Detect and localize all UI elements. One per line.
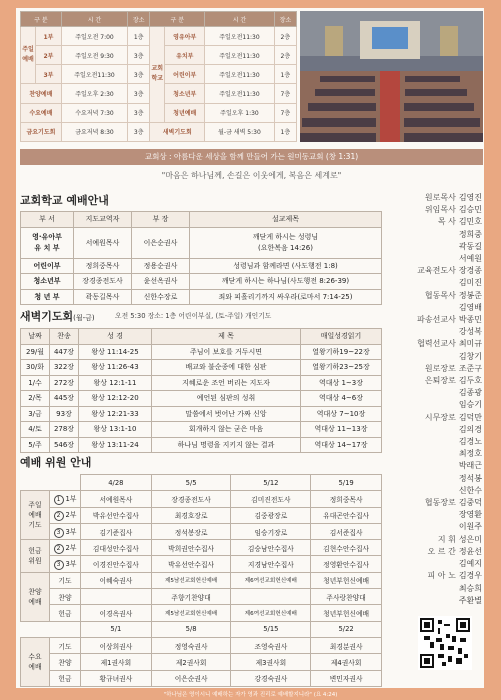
service-place: 1층 (128, 27, 150, 46)
duty-cell: 최경호장로 (151, 507, 231, 523)
service-name: 유치부 (165, 46, 205, 65)
duty-date: 5/12 (231, 475, 311, 491)
qr-code[interactable] (418, 616, 472, 670)
qr-code-icon (420, 618, 470, 668)
staff-names: 장경종 김미진 (458, 266, 482, 288)
edu-pastor: 정희중목사 (74, 258, 132, 274)
duty-cell: 주사랑찬양대 (311, 589, 382, 605)
duty-label: 헌금 (50, 605, 81, 621)
staff-row (388, 570, 482, 607)
dawn-subject: 예언된 심판의 성취 (152, 391, 301, 407)
edu-header-dept: 부 서 (21, 212, 74, 228)
staff-names: 김두호 김종광 임승기 (458, 376, 482, 410)
service-name: 찬양예배 (21, 84, 62, 103)
staff-role: 위임목사 (424, 205, 456, 215)
edu-head: 이은순권사 (132, 227, 190, 258)
edu-head: 윤선옥권사 (132, 274, 190, 290)
edu-header-sermon: 설교제목 (190, 212, 382, 228)
service-place: 3층 (128, 103, 150, 122)
service-place: 2층 (274, 46, 296, 65)
staff-role: 지 휘 (437, 534, 456, 544)
staff-role: 원로목사 (424, 193, 456, 202)
edu-dept: 영·유아부 유 치 부 (21, 227, 74, 258)
dawn-date: 30/화 (21, 360, 50, 376)
staff-names: 최미규 김창기 (458, 339, 482, 361)
dawn-date: 4/토 (21, 422, 50, 438)
dawn-reading: 역대상 7~10장 (301, 406, 382, 422)
duty-cell: 청년부헌신예배 (311, 572, 382, 588)
duty-cell: 황규녀권사 (81, 670, 152, 686)
service-name: 금요기도회 (21, 122, 62, 141)
service-time: 주일오전11:30 (205, 27, 275, 46)
dawn-scripture: 왕상 12:21-33 (79, 406, 152, 422)
service-time: 주일오후 1:30 (205, 103, 275, 122)
dawn-prayer-title (20, 308, 95, 324)
staff-names: 성은미 (458, 534, 482, 544)
table-row (21, 391, 382, 407)
staff-names: 김민호 정희중 곽동길 서예원 (458, 217, 482, 264)
dawn-header-daily-reading: 매일성경읽기 (301, 329, 382, 345)
dawn-scripture: 왕상 11:14-25 (79, 344, 152, 360)
duty-cell: 정영숙권사 (151, 637, 231, 653)
table-row (21, 360, 382, 376)
duty-cell: 지경남안수집사 (231, 556, 311, 572)
service-place: 3층 (128, 84, 150, 103)
edu-dept: 청 년 부 (21, 289, 74, 305)
dawn-subject: 회개하지 않는 굳은 마음 (152, 422, 301, 438)
edu-dept: 청소년부 (21, 274, 74, 290)
duty-cell: 제5남선교회헌신예배 (151, 572, 231, 588)
service-time: 주일오전 9:30 (61, 46, 127, 65)
dawn-date: 1/수 (21, 375, 50, 391)
dawn-scripture: 왕상 12:12-20 (79, 391, 152, 407)
worship-duty-table (20, 474, 382, 687)
duty-cell: 김중광장로 (231, 507, 311, 523)
service-place: 3층 (128, 122, 150, 141)
edu-sermon: 성령님과 함께라면 (사도행전 1:8) (190, 258, 382, 274)
sunday-prayer-group: 주일 예배 기도 (21, 491, 50, 540)
service-name: 1부 (36, 27, 62, 46)
duty-date: 5/5 (151, 475, 231, 491)
staff-row (388, 192, 482, 204)
service-time: 주일오전11:30 (205, 65, 275, 84)
staff-names: 조준구 (458, 363, 482, 373)
staff-row (388, 363, 482, 375)
service-time: 주일오후 2:30 (61, 84, 127, 103)
dawn-subject: 주님이 보호를 거두시면 (152, 344, 301, 360)
staff-row (388, 265, 482, 289)
dawn-header-scripture: 성 경 (79, 329, 152, 345)
dawn-hymn: 322장 (50, 360, 79, 376)
dawn-hymn: 447장 (50, 344, 79, 360)
duty-cell: 이경옥권사 (81, 605, 152, 621)
dawn-prayer-section (20, 328, 382, 453)
service-name: 어린이부 (165, 65, 205, 84)
bulletin-page (16, 8, 484, 688)
duty-cell: 제5남선교회헌신예배 (151, 605, 231, 621)
dawn-hymn: 93장 (50, 406, 79, 422)
duty-cell (231, 589, 311, 605)
praise-worship-group: 찬양 예배 (21, 572, 50, 621)
duty-cell: 제3권사회 (231, 654, 311, 670)
circled-number-icon: 2 (54, 511, 64, 521)
dawn-reading: 역대상 4~6장 (301, 391, 382, 407)
service-time: 주일오전11:30 (61, 65, 127, 84)
duty-cell: 박유선안수집사 (81, 507, 152, 523)
table-row (21, 344, 382, 360)
circled-number-icon: 1 (54, 495, 64, 505)
dawn-reading: 역대상 11~13장 (301, 422, 382, 438)
duty-label: 1 1부 (50, 491, 81, 507)
dawn-header-hymn: 찬송 (50, 329, 79, 345)
staff-names: 김덕만 김의경 김경노 최정호 박래근 정석봉 신한수 (458, 412, 482, 495)
duty-cell: 제6여선교회헌신예배 (231, 605, 311, 621)
staff-names: 박종민 강성복 (458, 315, 482, 337)
edu-header-head: 부 장 (132, 212, 190, 228)
edu-pastor: 장경종전도사 (74, 274, 132, 290)
staff-row (388, 314, 482, 338)
staff-role: 은퇴장로 (424, 376, 456, 386)
service-table (20, 11, 297, 142)
staff-role: 시무장로 (424, 412, 456, 422)
staff-names: 김경우 최승희 주환별 (458, 571, 482, 605)
service-time: 주일오전11:30 (205, 46, 275, 65)
staff-row (388, 290, 482, 314)
church-school-section (20, 211, 382, 305)
dawn-date: 2/목 (21, 391, 50, 407)
dawn-prayer-title-text: 새벽기도회 (20, 310, 74, 323)
duty-cell: 김승남안수집사 (231, 540, 311, 556)
service-name: 새벽기도회 (150, 122, 205, 141)
staff-names: 김영진 (458, 193, 482, 202)
service-name: 영유아부 (165, 27, 205, 46)
service-time: 수요저녁 7:30 (61, 103, 127, 122)
dawn-scripture: 왕상 13:11-24 (79, 437, 152, 453)
duty-cell: 정희중목사 (311, 491, 382, 507)
dawn-reading: 열왕기하19~22장 (301, 344, 382, 360)
dawn-header-subject: 제 목 (152, 329, 301, 345)
edu-head: 정용순권사 (132, 258, 190, 274)
header-place-left: 장소 (128, 12, 150, 27)
staff-names: 정봉준 김영배 (458, 290, 482, 312)
staff-role: 파송선교사 (417, 315, 456, 325)
service-place: 3층 (128, 65, 150, 84)
duty-cell: 김서준집사 (311, 523, 382, 539)
circled-number-icon: 2 (54, 544, 64, 554)
duty-label: 2 2부 (50, 507, 81, 523)
staff-role: 협동장로 (424, 498, 456, 508)
header-division-left: 구 분 (21, 12, 62, 27)
duty-cell: 제4권사회 (311, 654, 382, 670)
service-name: 청소년부 (165, 84, 205, 103)
staff-role: 교육전도사 (417, 266, 456, 276)
duty-cell: 김현수안수집사 (311, 540, 382, 556)
dawn-prayer-title-sub: (월-금) (73, 314, 95, 322)
duty-cell: 박유선안수집사 (151, 556, 231, 572)
edu-sermon: 깨닫게 하시는 하나님(사도행전 8:26-39) (190, 274, 382, 290)
duty-cell: 제1권사회 (81, 654, 152, 670)
edu-sermon: 깨닫게 하시는 성령님 (요한복음 14:26) (190, 227, 382, 258)
table-row (21, 437, 382, 453)
dawn-subject: 지혜로운 조언 버리는 지도자 (152, 375, 301, 391)
staff-names: 정윤선 김예지 (458, 546, 482, 569)
table-row (21, 406, 382, 422)
duty-label: 기도 (50, 572, 81, 588)
duty-cell: 이혜숙권사 (81, 572, 152, 588)
header-time-right: 시 간 (205, 12, 275, 27)
duty-date: 5/1 (81, 621, 152, 637)
dawn-scripture: 왕상 13:1-10 (79, 422, 152, 438)
church-vision-banner: 교회상 : 아름다운 세상을 함께 만들어 가는 원미동교회 (창 1:31) (20, 149, 483, 165)
duty-date: 4/28 (81, 475, 152, 491)
service-place: 7층 (274, 103, 296, 122)
dawn-subject: 배교와 불순종에 대한 심판 (152, 360, 301, 376)
edu-dept: 어린이부 (21, 258, 74, 274)
staff-row (388, 534, 482, 546)
staff-names: 김승민 (458, 205, 482, 215)
duty-cell: 이상희권사 (81, 637, 152, 653)
table-row (21, 375, 382, 391)
staff-row (388, 204, 482, 216)
duty-cell: 정석봉장로 (151, 523, 231, 539)
header-time-left: 시 간 (61, 12, 127, 27)
service-place: 3층 (128, 46, 150, 65)
circled-number-icon: 3 (54, 528, 64, 538)
dawn-date: 29/월 (21, 344, 50, 360)
church-school-table (20, 211, 382, 305)
dawn-hymn: 278장 (50, 422, 79, 438)
staff-role: 협동목사 (424, 290, 456, 300)
edu-head: 신한수장로 (132, 289, 190, 305)
duty-cell: 이은순권사 (151, 670, 231, 686)
duty-date: 5/19 (311, 475, 382, 491)
duty-cell: 강경숙권사 (231, 670, 311, 686)
wednesday-worship-group: 수요 예배 (21, 637, 50, 686)
duty-label: 3 3부 (50, 556, 81, 572)
service-schedule (20, 11, 297, 142)
duty-cell: 김기준집사 (81, 523, 152, 539)
duty-label: 찬양 (50, 589, 81, 605)
duty-cell: 정영환안수집사 (311, 556, 382, 572)
dawn-hymn: 546장 (50, 437, 79, 453)
service-time: 월-금 새벽 5:30 (205, 122, 275, 141)
duty-date: 5/22 (311, 621, 382, 637)
duty-label: 찬양 (50, 654, 81, 670)
duty-cell: 장경종전도사 (151, 491, 231, 507)
dawn-subject: 말씀에서 벗어난 가짜 신앙 (152, 406, 301, 422)
duty-cell: 변민자권사 (311, 670, 382, 686)
staff-role: 피 아 노 (427, 571, 456, 581)
duty-cell: 제6여선교회헌신예배 (231, 572, 311, 588)
staff-row (388, 216, 482, 265)
staff-row (388, 338, 482, 362)
sunday-worship-group: 주일예배 (21, 27, 36, 84)
church-motto: "마음은 하나님께, 손길은 이웃에게, 복음은 세계로" (161, 171, 342, 180)
duty-cell: 김미진전도사 (231, 491, 311, 507)
duty-cell: 주향기찬양대 (151, 589, 231, 605)
service-name: 청년예배 (165, 103, 205, 122)
duty-cell: 조영숙권사 (231, 637, 311, 653)
staff-row (388, 546, 482, 570)
dawn-reading: 역대상 14~17장 (301, 437, 382, 453)
staff-row (388, 412, 482, 497)
duty-cell: 최경분권사 (311, 637, 382, 653)
staff-role: 오 르 간 (427, 546, 456, 556)
staff-role: 협력선교사 (417, 339, 456, 349)
dawn-reading: 열왕기하23~25장 (301, 360, 382, 376)
service-place: 1층 (274, 122, 296, 141)
edu-sermon: 죄와 피흘리기까지 싸우라(로마서 7:14-25) (190, 289, 382, 305)
dawn-subject: 하나님 명령을 지키지 않는 결과 (152, 437, 301, 453)
dawn-scripture: 왕상 11:26-43 (79, 360, 152, 376)
edu-header-pastor: 지도교역자 (74, 212, 132, 228)
service-place: 1층 (274, 65, 296, 84)
duty-cell: 청년부헌신예배 (311, 605, 382, 621)
dawn-prayer-note: 오전 5:30 장소: 1층 어린이부실, (토-주일) 개인기도 (115, 312, 272, 320)
header-division-right: 구 분 (150, 12, 205, 27)
edu-pastor: 곽동길목사 (74, 289, 132, 305)
staff-role: 목 사 (437, 217, 456, 227)
dawn-hymn: 272장 (50, 375, 79, 391)
circled-number-icon: 3 (54, 560, 64, 570)
duty-cell: 박희권안수집사 (151, 540, 231, 556)
church-sanctuary-photo (300, 11, 483, 142)
service-place: 2층 (274, 27, 296, 46)
dawn-hymn: 445장 (50, 391, 79, 407)
dawn-reading: 역대상 1~3장 (301, 375, 382, 391)
dawn-date: 3/금 (21, 406, 50, 422)
header-place-right: 장소 (274, 12, 296, 27)
staff-row (388, 375, 482, 412)
dawn-scripture: 왕상 12:1-11 (79, 375, 152, 391)
service-name: 수요예배 (21, 103, 62, 122)
offering-group: 헌금 위원 (21, 540, 50, 573)
church-school-group: 교회학교 (150, 27, 165, 123)
staff-row (388, 497, 482, 534)
worship-duty-title: 예배 위원 안내 (20, 456, 92, 469)
footer-verse: "하나님은 영이시니 예배하는 자가 영과 진리로 예배할지니라" (요 4:24) (163, 692, 338, 698)
service-time: 주일오전11:30 (205, 84, 275, 103)
sanctuary-illustration (300, 11, 483, 142)
duty-cell: 서예원목사 (81, 491, 152, 507)
duty-label: 3 3부 (50, 523, 81, 539)
duty-cell: 임승기장로 (231, 523, 311, 539)
staff-list (388, 192, 482, 607)
duty-cell: 제2권사회 (151, 654, 231, 670)
duty-cell: 김대성안수집사 (81, 540, 152, 556)
duty-cell: 이경진안수집사 (81, 556, 152, 572)
church-school-title: 교회학교 예배안내 (20, 194, 109, 207)
staff-role: 원로장로 (424, 363, 456, 373)
duty-label: 2 2부 (50, 540, 81, 556)
duty-cell (81, 589, 152, 605)
service-time: 금요저녁 8:30 (61, 122, 127, 141)
dawn-date: 5/주 (21, 437, 50, 453)
dawn-prayer-table (20, 328, 382, 453)
service-name: 3부 (36, 65, 62, 84)
duty-date: 5/15 (231, 621, 311, 637)
duty-label: 기도 (50, 637, 81, 653)
duty-date: 5/8 (151, 621, 231, 637)
duty-label: 헌금 (50, 670, 81, 686)
duty-cell: 유대곤안수집사 (311, 507, 382, 523)
worship-duty-section (20, 474, 382, 687)
table-row (21, 422, 382, 438)
service-name: 2부 (36, 46, 62, 65)
dawn-header-date: 날짜 (21, 329, 50, 345)
staff-names: 김중덕 장영환 이원주 (458, 498, 482, 532)
service-time: 주일오전 7:00 (61, 27, 127, 46)
edu-pastor: 서예원목사 (74, 227, 132, 258)
service-place: 7층 (274, 84, 296, 103)
